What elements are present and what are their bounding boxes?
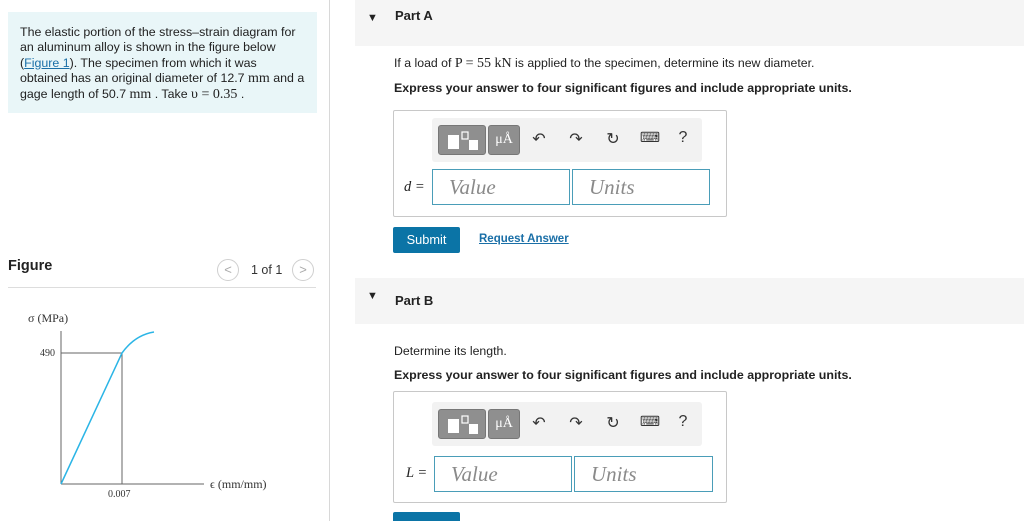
next-figure-button[interactable]: > bbox=[292, 259, 314, 281]
templates-icon-b bbox=[439, 410, 487, 440]
figure-link[interactable]: Figure 1 bbox=[24, 55, 70, 70]
value-input[interactable]: Value bbox=[432, 169, 570, 205]
problem-text-a: The elastic portion of the stress–strain diagram for an aluminum alloy is shown in the figure below ( bbox=[20, 25, 296, 70]
problem-text-d: . Take bbox=[151, 86, 192, 101]
submit-button-b[interactable] bbox=[393, 512, 460, 521]
units-button[interactable]: μÅ bbox=[488, 125, 520, 155]
units-button-b[interactable]: μÅ bbox=[488, 409, 520, 439]
templates-button-b[interactable] bbox=[438, 409, 486, 439]
variable-l: L = bbox=[406, 465, 428, 481]
submit-button[interactable]: Submit bbox=[393, 227, 460, 253]
value-input-b[interactable]: Value bbox=[434, 456, 572, 492]
help-icon[interactable]: ? bbox=[678, 129, 688, 146]
figure-header bbox=[8, 256, 316, 288]
part-a-instruction: Express your answer to four significant figures and include appropriate units. bbox=[394, 81, 852, 95]
undo-icon-b[interactable]: ↶ bbox=[532, 415, 546, 432]
part-b-answer-box bbox=[393, 391, 727, 503]
unit-mm-2: mm bbox=[129, 86, 152, 102]
prev-figure-button[interactable]: < bbox=[217, 259, 239, 281]
undo-icon[interactable]: ↶ bbox=[532, 131, 546, 148]
templates-icon bbox=[439, 126, 487, 156]
collapse-triangle-icon-b: ▼ bbox=[367, 290, 378, 302]
x-axis-label: ϵ (mm/mm) bbox=[210, 477, 267, 491]
collapse-triangle-icon: ▼ bbox=[367, 12, 378, 24]
problem-text-b: ). The specimen from which it was obtained has an original diameter of 12.7 bbox=[20, 55, 257, 86]
keyboard-icon[interactable]: ⌨ bbox=[639, 129, 661, 145]
figure-pagination: 1 of 1 bbox=[251, 263, 283, 277]
problem-text-e: . bbox=[237, 86, 245, 101]
part-a-label: Part A bbox=[395, 8, 433, 23]
figure-title: Figure bbox=[8, 258, 53, 274]
stress-strain-chart bbox=[0, 295, 300, 510]
part-a-question-a: If a load of bbox=[394, 56, 455, 70]
keyboard-icon-b[interactable]: ⌨ bbox=[639, 413, 661, 429]
y-axis-label: σ (MPa) bbox=[28, 311, 69, 325]
help-icon-b[interactable]: ? bbox=[678, 413, 688, 430]
part-a-toolbar bbox=[432, 118, 702, 162]
problem-statement bbox=[8, 12, 317, 113]
part-b-header[interactable] bbox=[355, 278, 1024, 324]
part-b-toolbar bbox=[432, 402, 702, 446]
left-panel bbox=[0, 0, 330, 521]
redo-icon[interactable]: ↷ bbox=[569, 131, 583, 148]
redo-icon-b[interactable]: ↷ bbox=[569, 415, 583, 432]
part-b-question: Determine its length. bbox=[394, 344, 507, 358]
x-tick-label: 0.007 bbox=[108, 489, 131, 500]
part-a-question bbox=[394, 56, 814, 72]
variable-d: d = bbox=[404, 179, 425, 195]
y-tick-label: 490 bbox=[40, 348, 55, 359]
part-a-header[interactable] bbox=[355, 0, 1024, 46]
part-a-answer-box bbox=[393, 110, 727, 217]
units-input[interactable]: Units bbox=[572, 169, 710, 205]
unit-mm: mm bbox=[248, 71, 270, 87]
problem-text-c: and a gage length of 50.7 bbox=[20, 71, 305, 101]
poisson-ratio: υ = 0.35 bbox=[191, 86, 238, 102]
reset-icon[interactable]: ↻ bbox=[606, 131, 620, 148]
reset-icon-b[interactable]: ↻ bbox=[606, 415, 620, 432]
request-answer-link[interactable]: Request Answer bbox=[479, 233, 569, 245]
templates-button[interactable] bbox=[438, 125, 486, 155]
part-a-question-b: is applied to the specimen, determine its new diameter. bbox=[511, 56, 815, 70]
stress-strain-curve bbox=[61, 332, 154, 484]
load-value: P = 55 kN bbox=[454, 56, 512, 71]
part-b-label: Part B bbox=[395, 293, 434, 308]
units-input-b[interactable]: Units bbox=[574, 456, 713, 492]
part-b-instruction: Express your answer to four significant figures and include appropriate units. bbox=[394, 368, 852, 382]
